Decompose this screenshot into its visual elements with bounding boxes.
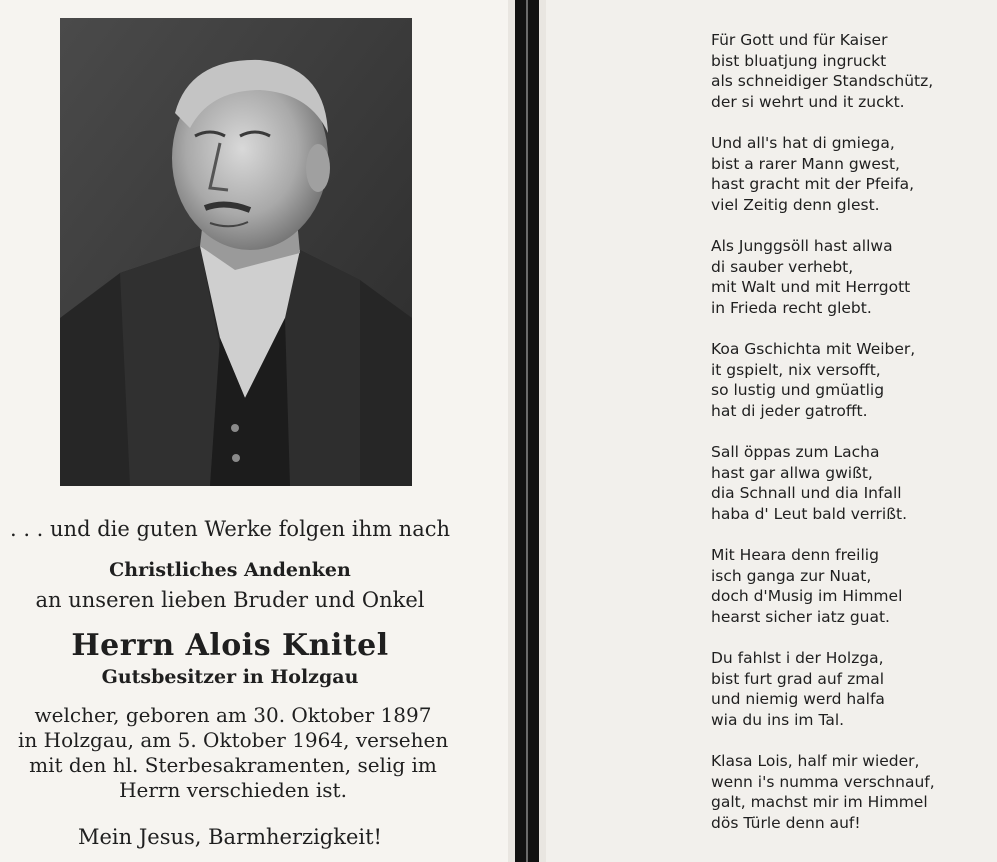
biography (18, 703, 448, 803)
poem-line: doch d'Musig im Himmel (711, 587, 903, 605)
bio-line: mit den hl. Sterbesakramenten, selig im (29, 753, 437, 777)
memorial-subtitle: an unseren lieben Bruder und Onkel (35, 588, 425, 612)
poem-line: Sall öppas zum Lacha (711, 443, 880, 461)
poem-stanza (711, 133, 981, 215)
poem-line: dös Türle denn auf! (711, 813, 861, 832)
bio-line: in Holzgau, am 5. Oktober 1964, versehen (18, 728, 449, 752)
tagline: . . . und die guten Werke folgen ihm nach (9, 517, 451, 541)
poem-line: hat di jeder gatrofft. (711, 401, 868, 420)
poem-stanza (711, 545, 981, 627)
poem-line: Und all's hat di gmiega, (711, 134, 895, 152)
poem-stanza (711, 236, 981, 318)
poem-line: viel Zeitig denn glest. (711, 195, 880, 214)
poem-line: it gspielt, nix versofft, (711, 360, 881, 379)
poem-line: Klasa Lois, half mir wieder, (711, 752, 920, 770)
closing-prayer: Mein Jesus, Barmherzigkeit! (78, 825, 382, 849)
poem-line: bist furt grad auf zmal (711, 669, 885, 688)
bio-line: Herrn verschieden ist. (119, 778, 347, 802)
poem-line: di sauber verhebt, (711, 257, 854, 276)
memorial-title: Christliches Andenken (109, 559, 351, 581)
poem-line: und niemig werd halfa (711, 690, 885, 708)
poem-line: bist bluatjung ingruckt (711, 51, 887, 70)
poem-line: dia Schnall und dia Infall (711, 484, 902, 502)
stripe-inner-line (526, 0, 528, 862)
poem-line: Als Junggsöll hast allwa (711, 237, 893, 255)
poem-line: isch ganga zur Nuat, (711, 566, 872, 585)
poem-line: Für Gott und für Kaiser (711, 31, 888, 49)
poem-line: galt, machst mir im Himmel (711, 793, 928, 811)
poem-line: bist a rarer Mann gwest, (711, 154, 900, 173)
poem-stanza (711, 648, 981, 730)
poem-stanza (711, 442, 981, 524)
mourning-border-stripe (515, 0, 539, 862)
occupation: Gutsbesitzer in Holzgau (101, 666, 359, 688)
poem-line: hast gracht mit der Pfeifa, (711, 175, 915, 193)
poem-line: als schneidiger Standschütz, (711, 72, 934, 90)
deceased-name: Herrn Alois Knitel (71, 628, 389, 663)
poem-line: der si wehrt und it zuckt. (711, 92, 905, 111)
poem-line: so lustig und gmüatlig (711, 381, 885, 399)
poem-line: Mit Heara denn freilig (711, 546, 879, 564)
portrait-photo (60, 18, 412, 486)
poem-stanza (711, 30, 981, 112)
poem-line: hast gar allwa gwißt, (711, 463, 873, 482)
poem-line: hearst sicher iatz guat. (711, 607, 890, 626)
poem-line: mit Walt und mit Herrgott (711, 278, 911, 296)
poem-stanza (711, 751, 981, 833)
memorial-poem (711, 30, 981, 854)
poem-stanza (711, 339, 981, 421)
poem-line: wia du ins im Tal. (711, 710, 845, 729)
bio-line: welcher, geboren am 30. Oktober 1897 (34, 703, 432, 727)
poem-line: haba d' Leut bald verrißt. (711, 504, 908, 523)
poem-line: wenn i's numma verschnauf, (711, 772, 935, 791)
poem-line: in Frieda recht glebt. (711, 298, 872, 317)
portrait-illustration (60, 18, 412, 486)
poem-line: Du fahlst i der Holzga, (711, 649, 884, 667)
poem-line: Koa Gschichta mit Weiber, (711, 340, 916, 358)
